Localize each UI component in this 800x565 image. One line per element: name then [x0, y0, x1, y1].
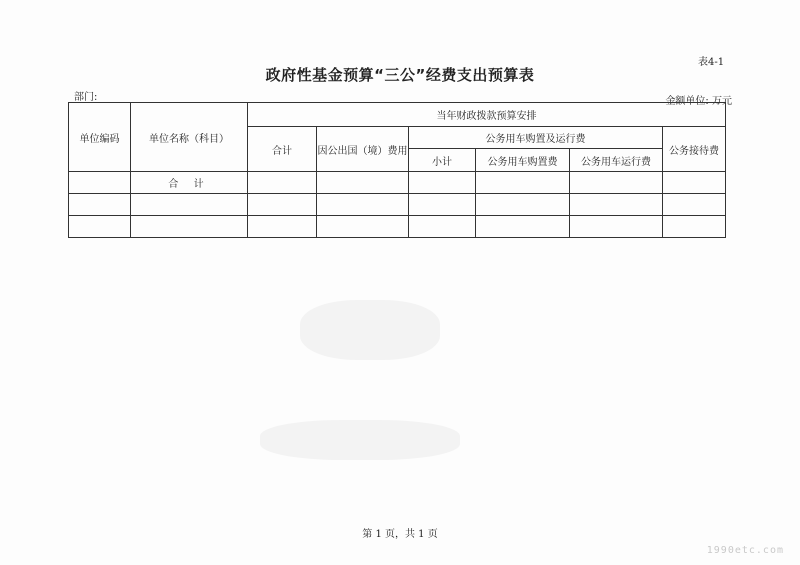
cell-operation [570, 172, 663, 194]
scan-artifact [300, 300, 440, 360]
budget-table [68, 102, 726, 238]
cell-abroad [317, 216, 409, 238]
cell-subtotal [409, 216, 476, 238]
cell-reception [663, 216, 726, 238]
scan-artifact [260, 420, 460, 460]
header-unit-name: 单位名称（科目） [131, 103, 248, 172]
header-total: 合计 [248, 127, 317, 172]
cell-unit-name [131, 194, 248, 216]
form-number: 表4-1 [698, 57, 725, 68]
cell-purchase [476, 194, 570, 216]
cell-purchase [476, 216, 570, 238]
document-title: 政府性基金预算“三公”经费支出预算表 [265, 66, 535, 84]
cell-unit-code [69, 194, 131, 216]
cell-abroad [317, 194, 409, 216]
cell-operation [570, 216, 663, 238]
header-vehicle-operation: 公务用车运行费 [570, 149, 663, 172]
table-row [69, 216, 726, 238]
cell-unit-code [69, 216, 131, 238]
cell-operation [570, 194, 663, 216]
department-label: 部门: [74, 92, 98, 103]
cell-unit-name: 合 计 [131, 172, 248, 194]
cell-total [248, 172, 317, 194]
amount-unit: 金额单位: 万元 [665, 96, 732, 107]
cell-unit-name [131, 216, 248, 238]
header-abroad: 因公出国（境）费用 [317, 127, 409, 172]
table-row-total [69, 172, 726, 194]
header-subtotal: 小计 [409, 149, 476, 172]
header-reception: 公务接待费 [663, 127, 726, 172]
cell-abroad [317, 172, 409, 194]
cell-purchase [476, 172, 570, 194]
cell-unit-code [69, 172, 131, 194]
cell-total [248, 216, 317, 238]
watermark: 1990etc.com [706, 545, 784, 556]
header-unit-code: 单位编码 [69, 103, 131, 172]
header-vehicle-purchase: 公务用车购置费 [476, 149, 570, 172]
cell-subtotal [409, 194, 476, 216]
cell-total [248, 194, 317, 216]
header-group-main: 当年财政拨款预算安排 [248, 103, 726, 127]
cell-subtotal [409, 172, 476, 194]
header-vehicle-group: 公务用车购置及运行费 [409, 127, 663, 149]
cell-reception [663, 194, 726, 216]
page-indicator: 第 1 页，共 1 页 [362, 529, 438, 540]
table-row [69, 194, 726, 216]
cell-reception [663, 172, 726, 194]
